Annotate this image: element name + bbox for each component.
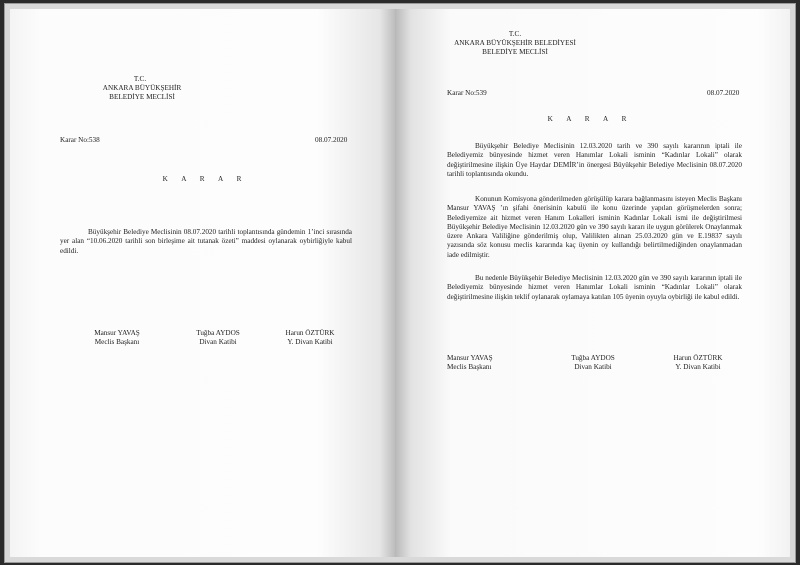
- signature-clerk: [173, 329, 263, 347]
- decision-date: 08.07.2020: [315, 136, 348, 144]
- header-council: BELEDİYE MECLİSİ: [482, 48, 548, 56]
- signature-role: Y. Divan Katibi: [287, 338, 333, 347]
- document-viewer-frame: [4, 3, 796, 563]
- signature-role: Meclis Başkanı: [94, 338, 140, 347]
- decision-heading: K A R A R: [162, 175, 248, 183]
- signature-president: [447, 354, 493, 372]
- signature-clerk: [548, 354, 638, 372]
- signature-name: Mansur YAVAŞ: [447, 354, 493, 362]
- header-municipality: ANKARA BÜYÜKŞEHİR BELEDİYESİ: [454, 39, 576, 47]
- signature-role: Meclis Başkanı: [447, 363, 492, 372]
- signature-role: Y. Divan Katibi: [675, 363, 721, 372]
- decision-number: Karar No:538: [60, 136, 100, 144]
- decision-paragraph-1: Büyükşehir Belediye Meclisinin 12.03.2020 tarih ve 390 sayılı kararının iptali ile Belediyemiz bünyesinde hizmet veren Hanımlar Lokali isminin “Kadınlar Lokali” olarak değiştirilmesine ilişkin Üye Haydar DEMİR’in önergesi Büyükşehir Belediye Meclisinin 08.07.2020 tarihli toplantısında okundu.: [447, 142, 742, 178]
- signature-deputy-clerk: [265, 329, 355, 347]
- signature-role: Divan Katibi: [199, 338, 237, 347]
- signature-name: Harun ÖZTÜRK: [285, 329, 335, 337]
- signature-name: Tuğba AYDOS: [196, 329, 240, 337]
- signature-role: Divan Katibi: [574, 363, 612, 372]
- decision-heading: K A R A R: [547, 115, 633, 123]
- page-right: [395, 9, 790, 557]
- header-council: BELEDİYE MECLİSİ: [109, 93, 175, 101]
- signature-name: Mansur YAVAŞ: [94, 329, 140, 337]
- signature-name: Tuğba AYDOS: [571, 354, 615, 362]
- decision-paragraph-3: Bu nedenle Büyükşehir Belediye Meclisinin 12.03.2020 gün ve 390 sayılı kararının iptali ile Belediyemiz bünyesinde hizmet veren Hanımlar Lokali isminin “Kadınlar Lokali” olarak değiştirilmesine ilişkin teklif oylanarak oylamaya katılan 105 üyenin oyuyla oybirliği ile kabul edildi.: [447, 274, 742, 301]
- decision-number: Karar No:539: [447, 89, 487, 97]
- signature-deputy-clerk: [653, 354, 743, 372]
- decision-paragraph-2: Konunun Komisyona gönderilmeden görüşülüp karara bağlanmasını isteyen Meclis Başkanı Mansur YAVAŞ ’ın şifahi önerisinin kabulü ile konu üzerinde yapılan görüşmelerden sonra; Belediyemize ait hizmet veren Hanım Lokalleri isminin Kadınlar Lokali ismi ile değiştirilmesi Büyükşehir Belediye Meclisinin 12.03.2020 gün ve 390 sayılı kararı ile uygun görülerek Onaylanmak üzere Ankara Valiliğine gönderilmiş olup, Valilikten alınan 25.03.2020 gün ve E.19837 sayılı yazısında söz konusu meclis kararında kaç üyenin oy kullandığı belirtilmediğinden onaylanmadan iade edilmiştir.: [447, 195, 742, 259]
- page-left: [10, 9, 395, 557]
- decision-body: Büyükşehir Belediye Meclisinin 08.07.2020 tarihli toplantısında gündemin 1’inci sırasında yer alan “10.06.2020 tarihli son birleşime ait tutanak özeti” maddesi oylanarak oybirliğiyle kabul edildi.: [60, 228, 352, 255]
- signature-president: [72, 329, 162, 347]
- signature-name: Harun ÖZTÜRK: [673, 354, 723, 362]
- header-tc: T.C.: [133, 75, 147, 83]
- header-tc: T.C.: [508, 30, 522, 38]
- decision-date: 08.07.2020: [707, 89, 740, 97]
- header-municipality: ANKARA BÜYÜKŞEHİR: [102, 84, 182, 92]
